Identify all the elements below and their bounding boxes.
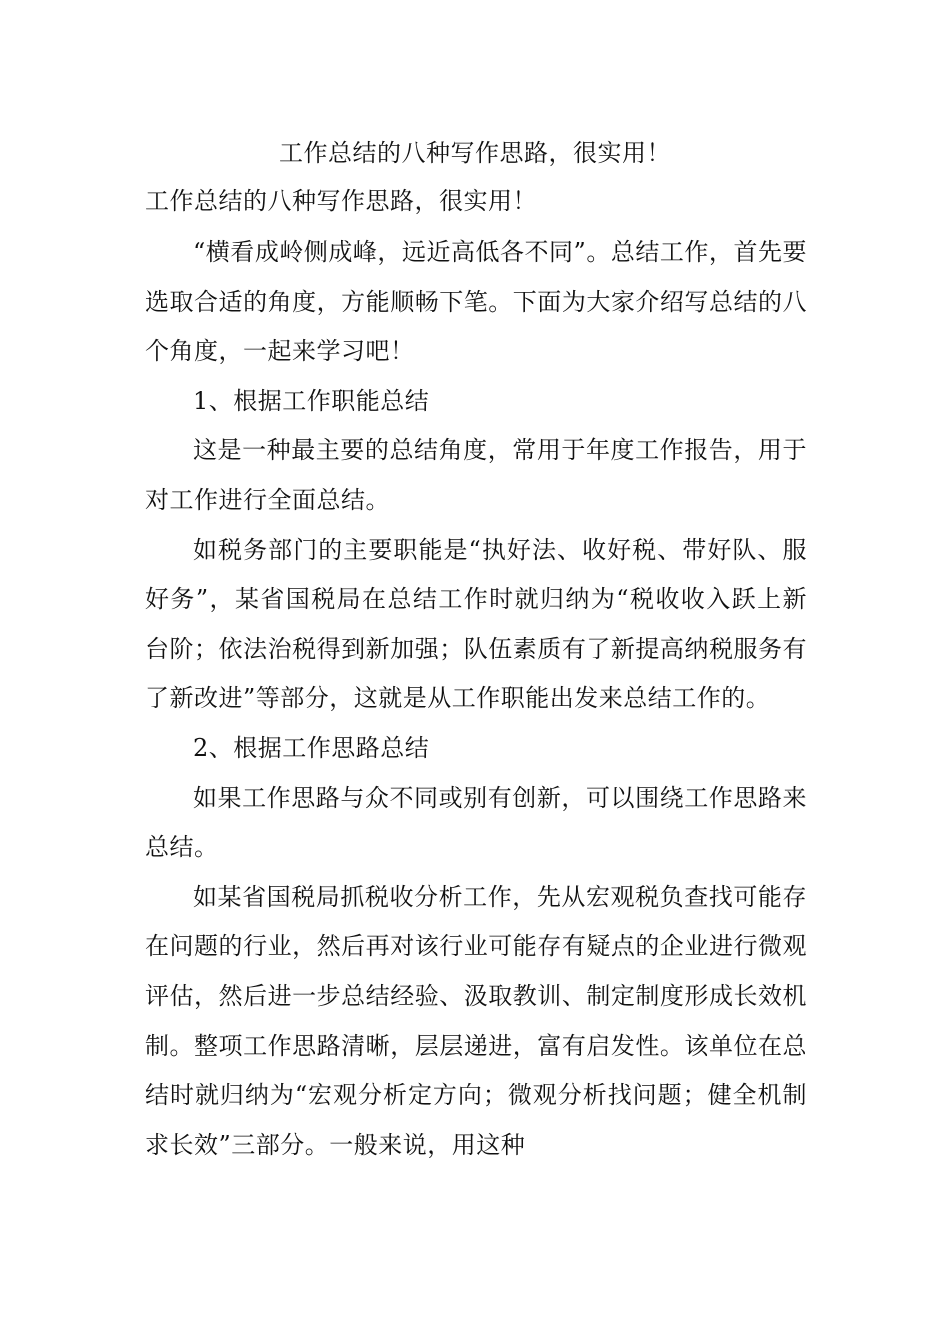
document-title: 工作总结的八种写作思路，很实用！ [279, 139, 671, 167]
document-subtitle: 工作总结的八种写作思路，很实用！ [145, 187, 537, 215]
section-heading-2: 2、根据工作思路总结 [193, 733, 430, 762]
paragraph: 如果工作思路与众不同或别有创新，可以围绕工作思路来总结。 [145, 783, 807, 862]
paragraph: 如税务部门的主要职能是“执好法、收好税、带好队、服好务”，某省国税局在总结工作时就归纳为“税收收入跃上新台阶；依法治税得到新加强；队伍素质有了新提高纳税服务有了新改进”等部分，这就是从工作职能出发来总结工作的。 [145, 535, 807, 713]
paragraph-intro: “横看成岭侧成峰，远近高低各不同”。总结工作，首先要选取合适的角度，方能顺畅下笔。下面为大家介绍写总结的八个角度，一起来学习吧！ [145, 238, 807, 366]
document-body [145, 228, 807, 1170]
section-heading-1: 1、根据工作职能总结 [193, 386, 430, 415]
paragraph: 如某省国税局抓税收分析工作，先从宏观税负查找可能存在问题的行业，然后再对该行业可能存有疑点的企业进行微观评估，然后进一步总结经验、汲取教训、制定制度形成长效机制。整项工作思路清晰，层层递进，富有启发性。该单位在总结时就归纳为“宏观分析定方向；微观分析找问题；健全机制求长效”三部分。一般来说，用这种 [145, 882, 807, 1159]
paragraph: 这是一种最主要的总结角度，常用于年度工作报告，用于对工作进行全面总结。 [145, 436, 807, 514]
